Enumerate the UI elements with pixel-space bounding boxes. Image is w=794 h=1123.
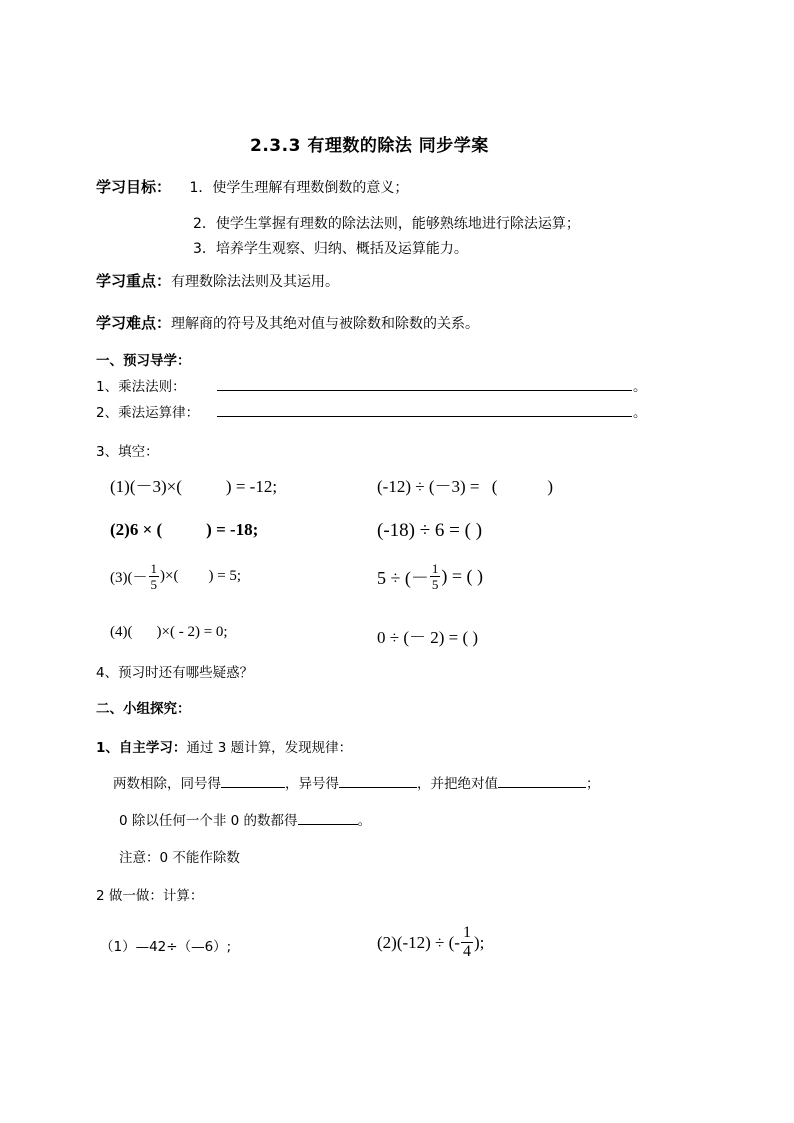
page-title: 2.3.3 有理数的除法 同步学案 bbox=[250, 136, 489, 156]
fill-row2-left bbox=[110, 520, 258, 540]
q4-label: 4、预习时还有哪些疑惑？ bbox=[96, 665, 254, 681]
fill-r4-left-b: )×( - 2) = 0; bbox=[156, 624, 228, 640]
keypoint-label: 学习重点： bbox=[96, 272, 172, 290]
keypoint-text: 有理数除法法则及其运用。 bbox=[171, 274, 340, 290]
p1-row bbox=[96, 736, 352, 756]
zero-end: 。 bbox=[357, 813, 372, 829]
fill-row1-left bbox=[110, 472, 277, 497]
note-text: 注意：0 不能作除数 bbox=[119, 850, 240, 866]
section1-heading: 一、预习导学： bbox=[96, 353, 191, 369]
fill-r1-right-a: (-12) ÷ (－3) = bbox=[377, 477, 480, 496]
q3-label: 3、填空： bbox=[96, 444, 159, 460]
q1-label: 1、乘法法则： bbox=[96, 379, 186, 395]
difficulty-text: 理解商的符号及其绝对值与被除数和除数的关系。 bbox=[171, 316, 480, 332]
rule-end: ； bbox=[586, 776, 600, 792]
rule-c: ，并把绝对值 bbox=[417, 776, 498, 792]
zero-row bbox=[119, 809, 371, 829]
fill-r3-left-c: ) = 5; bbox=[208, 568, 242, 584]
fill-r3-right-a: 5 ÷ (－ bbox=[377, 567, 429, 588]
fill-row3-right bbox=[377, 562, 483, 591]
zero-blank[interactable] bbox=[298, 810, 358, 825]
fill-r3-left-a: (3)(－ bbox=[110, 570, 148, 586]
goals-label: 学习目标： bbox=[96, 178, 172, 196]
calc2-a: (2)(-12) ÷ (- bbox=[377, 932, 460, 952]
fill-row1-right bbox=[377, 472, 553, 497]
fill-r3-right-b: ) = ( ) bbox=[441, 566, 484, 586]
fill-r2-left-a: (2)6 × ( bbox=[110, 520, 163, 539]
q1-end-mark: 。 bbox=[633, 379, 647, 395]
section2-heading: 二、小组探究： bbox=[96, 701, 191, 717]
fill-row2-right: (-18) ÷ 6 = ( ) bbox=[377, 520, 483, 541]
fill-row4-left bbox=[110, 624, 228, 641]
fill-r3-left-fraction bbox=[149, 562, 160, 591]
calc2-fraction bbox=[461, 925, 473, 960]
fill-r3-right-den: 5 bbox=[431, 577, 439, 592]
fill-r1-right-b: ( bbox=[491, 477, 498, 496]
rule-blank-same-sign[interactable] bbox=[221, 773, 285, 788]
q2-answer-line[interactable] bbox=[217, 416, 632, 417]
zero-a: 0 除以任何一个非 0 的数都得 bbox=[119, 813, 298, 829]
rule-row bbox=[113, 772, 600, 792]
p2-label: 2 做一做：计算： bbox=[96, 888, 204, 904]
calc2-num: 1 bbox=[462, 924, 471, 941]
calc2 bbox=[377, 925, 484, 960]
fill-r1-right-c: ) bbox=[547, 477, 554, 496]
difficulty-row bbox=[96, 312, 479, 333]
fill-r4-left-a: (4)( bbox=[110, 624, 133, 640]
fill-r1-left-b: ) = -12; bbox=[225, 477, 278, 496]
fill-r3-left-den: 5 bbox=[150, 577, 157, 592]
keypoint-row bbox=[96, 270, 339, 291]
fill-r1-left-a: (1)(－3)×( bbox=[110, 477, 182, 496]
calc2-b: ); bbox=[473, 932, 485, 952]
q2-label: 2、乘法运算律： bbox=[96, 405, 200, 421]
fill-row3-left bbox=[110, 562, 241, 591]
fill-r3-left-num: 1 bbox=[150, 561, 157, 576]
fill-row4-right: 0 ÷ (－ 2) = ( ) bbox=[377, 628, 479, 647]
q2-end-mark: 。 bbox=[633, 405, 647, 421]
fill-r3-right-num: 1 bbox=[431, 561, 439, 576]
goals-block bbox=[96, 176, 408, 197]
fill-r3-left-b: )×( bbox=[160, 568, 179, 584]
p1-text: 通过 3 题计算，发现规律： bbox=[186, 740, 353, 756]
rule-blank-abs[interactable] bbox=[498, 773, 586, 788]
goal-item-1: 1．使学生理解有理数倒数的意义； bbox=[189, 180, 409, 196]
rule-a: 两数相除，同号得 bbox=[113, 776, 221, 792]
goal-item-2: 2．使学生掌握有理数的除法法则，能够熟练地进行除法运算； bbox=[193, 216, 580, 232]
rule-b: ，异号得 bbox=[285, 776, 339, 792]
fill-r2-left-b: ) = -18; bbox=[206, 520, 259, 539]
calc2-den: 4 bbox=[462, 943, 471, 960]
goal-item-3: 3．培养学生观察、归纳、概括及运算能力。 bbox=[193, 241, 468, 257]
q1-answer-line[interactable] bbox=[217, 390, 632, 391]
calc1: （1）—42÷（—6）; bbox=[100, 939, 232, 955]
fill-r3-right-fraction bbox=[430, 562, 441, 591]
p1-label: 1、自主学习： bbox=[96, 740, 187, 756]
difficulty-label: 学习难点： bbox=[96, 314, 172, 332]
rule-blank-diff-sign[interactable] bbox=[339, 773, 417, 788]
